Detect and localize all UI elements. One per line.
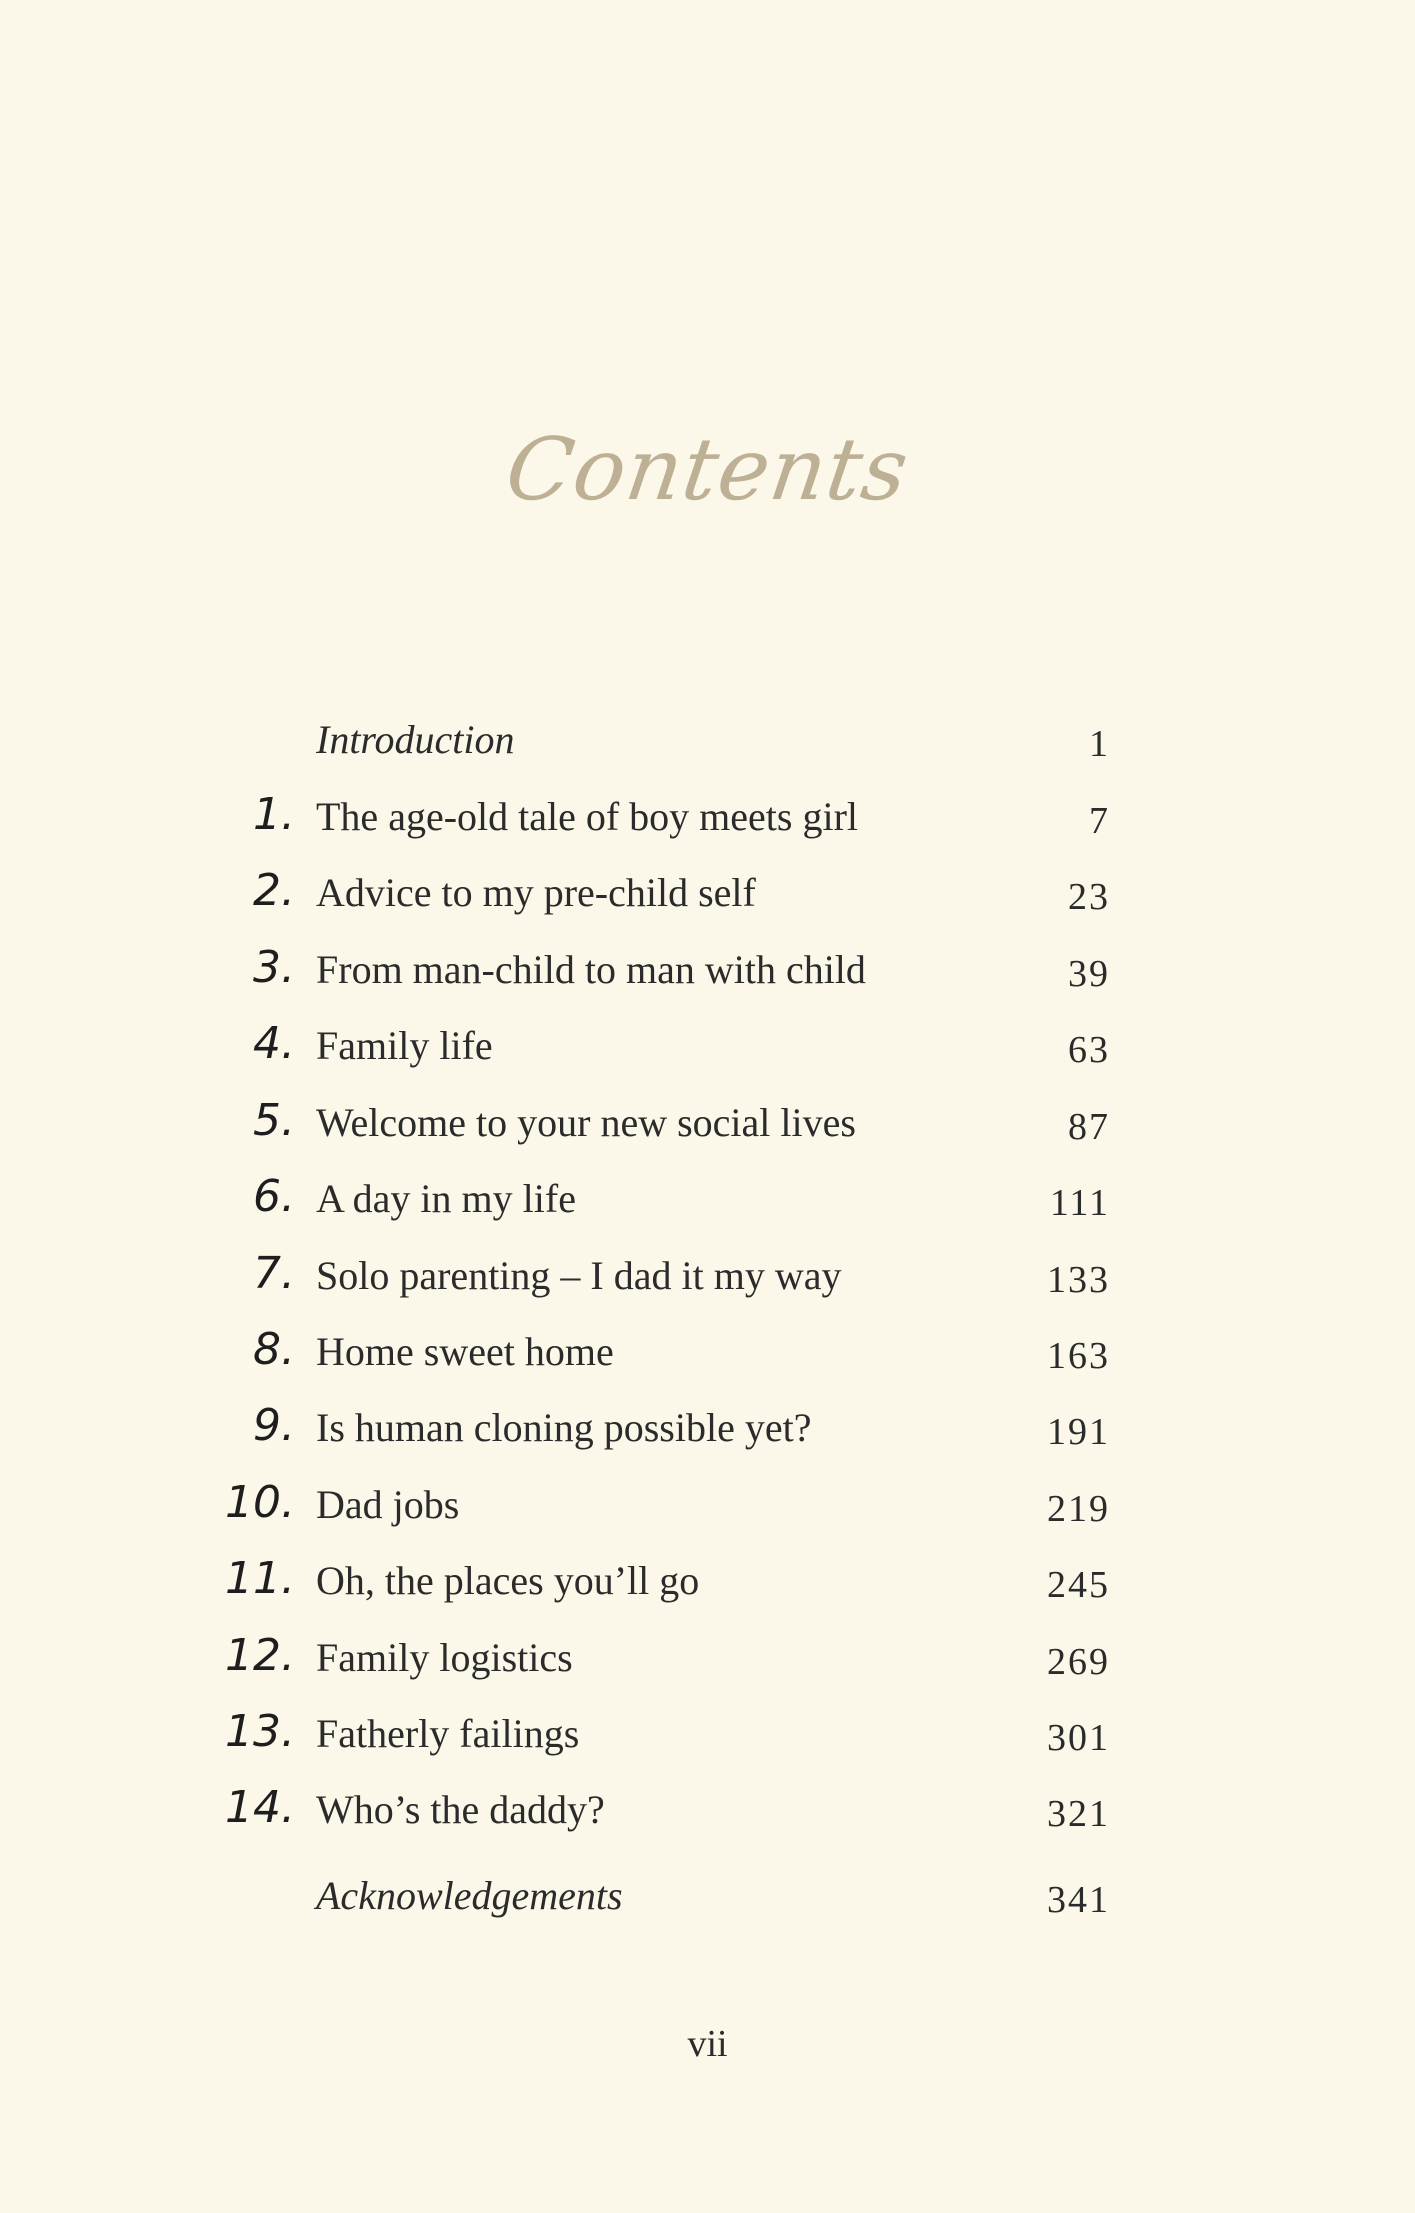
toc-entry-number: 10. [225, 1477, 295, 1528]
toc-entry-number: 2. [253, 865, 295, 916]
toc-entry-title: Fatherly failings [316, 1711, 580, 1756]
toc-entry-number: 1. [253, 789, 295, 840]
toc-entry-title: Solo parenting – I dad it my way [316, 1253, 842, 1298]
toc-entry-title: Welcome to your new social lives [316, 1100, 856, 1145]
toc-entry-page: 321 [1047, 1793, 1110, 1835]
toc-entry-page: 39 [1068, 953, 1110, 995]
toc-entry-page: 23 [1068, 876, 1110, 918]
toc-entry-title: Family logistics [316, 1635, 573, 1680]
toc-entry-page: 87 [1068, 1106, 1110, 1148]
toc-entry-number: 4. [253, 1018, 295, 1069]
toc-entry-chapter-14[interactable] [0, 1780, 1415, 1840]
toc-entry-chapter-6[interactable] [0, 1169, 1415, 1229]
toc-entry-title: Introduction [316, 717, 515, 762]
toc-entry-page: 219 [1047, 1488, 1110, 1530]
toc-entry-title: Family life [316, 1023, 493, 1068]
toc-entry-title: Home sweet home [316, 1329, 614, 1374]
toc-entry-page: 245 [1047, 1564, 1110, 1606]
page-number: vii [687, 2023, 728, 2065]
toc-entry-title: Dad jobs [316, 1482, 460, 1527]
toc-entry-title: Is human cloning possible yet? [316, 1405, 812, 1450]
toc-entry-chapter-2[interactable] [0, 863, 1415, 923]
toc-entry-chapter-5[interactable] [0, 1093, 1415, 1153]
toc-entry-acknowledgements[interactable] [0, 1866, 1415, 1926]
toc-entry-title: Who’s the daddy? [316, 1787, 605, 1832]
toc-entry-page: 163 [1047, 1335, 1110, 1377]
toc-entry-page: 7 [1089, 800, 1110, 842]
toc-entry-chapter-10[interactable] [0, 1475, 1415, 1535]
toc-entry-introduction[interactable] [0, 710, 1415, 770]
toc-entry-page: 341 [1047, 1879, 1110, 1921]
toc-entry-number: 3. [253, 942, 295, 993]
toc-entry-number: 6. [253, 1171, 295, 1222]
toc-entry-page: 133 [1047, 1259, 1110, 1301]
toc-entry-chapter-7[interactable] [0, 1246, 1415, 1306]
toc-entry-title: Oh, the places you’ll go [316, 1558, 700, 1603]
toc-entry-title: Advice to my pre-child self [316, 870, 756, 915]
toc-entry-number: 14. [225, 1782, 295, 1833]
toc-entry-chapter-13[interactable] [0, 1704, 1415, 1764]
toc-entry-title: A day in my life [316, 1176, 576, 1221]
toc-entry-chapter-9[interactable] [0, 1398, 1415, 1458]
toc-entry-chapter-11[interactable] [0, 1551, 1415, 1611]
toc-entry-chapter-12[interactable] [0, 1628, 1415, 1688]
toc-entry-page: 301 [1047, 1717, 1110, 1759]
toc-entry-page: 1 [1089, 723, 1110, 765]
toc-entry-title: From man-child to man with child [316, 947, 866, 992]
toc-entry-title: Acknowledgements [316, 1873, 623, 1918]
toc-entry-number: 12. [225, 1630, 295, 1681]
toc-entry-number: 5. [253, 1095, 295, 1146]
page-heading: Contents [500, 420, 915, 520]
toc-entry-number: 7. [253, 1248, 295, 1299]
toc-entry-title: The age-old tale of boy meets girl [316, 794, 859, 839]
toc-entry-page: 191 [1047, 1411, 1110, 1453]
toc-entry-number: 11. [225, 1553, 295, 1604]
toc-entry-chapter-4[interactable] [0, 1016, 1415, 1076]
toc-entry-number: 13. [225, 1706, 295, 1757]
toc-entry-chapter-1[interactable] [0, 787, 1415, 847]
toc-entry-page: 111 [1049, 1182, 1110, 1224]
toc-entry-page: 63 [1068, 1029, 1110, 1071]
toc-entry-page: 269 [1047, 1641, 1110, 1683]
toc-entry-number: 8. [253, 1324, 295, 1375]
toc-entry-chapter-3[interactable] [0, 940, 1415, 1000]
toc-entry-chapter-8[interactable] [0, 1322, 1415, 1382]
toc-entry-number: 9. [253, 1400, 295, 1451]
